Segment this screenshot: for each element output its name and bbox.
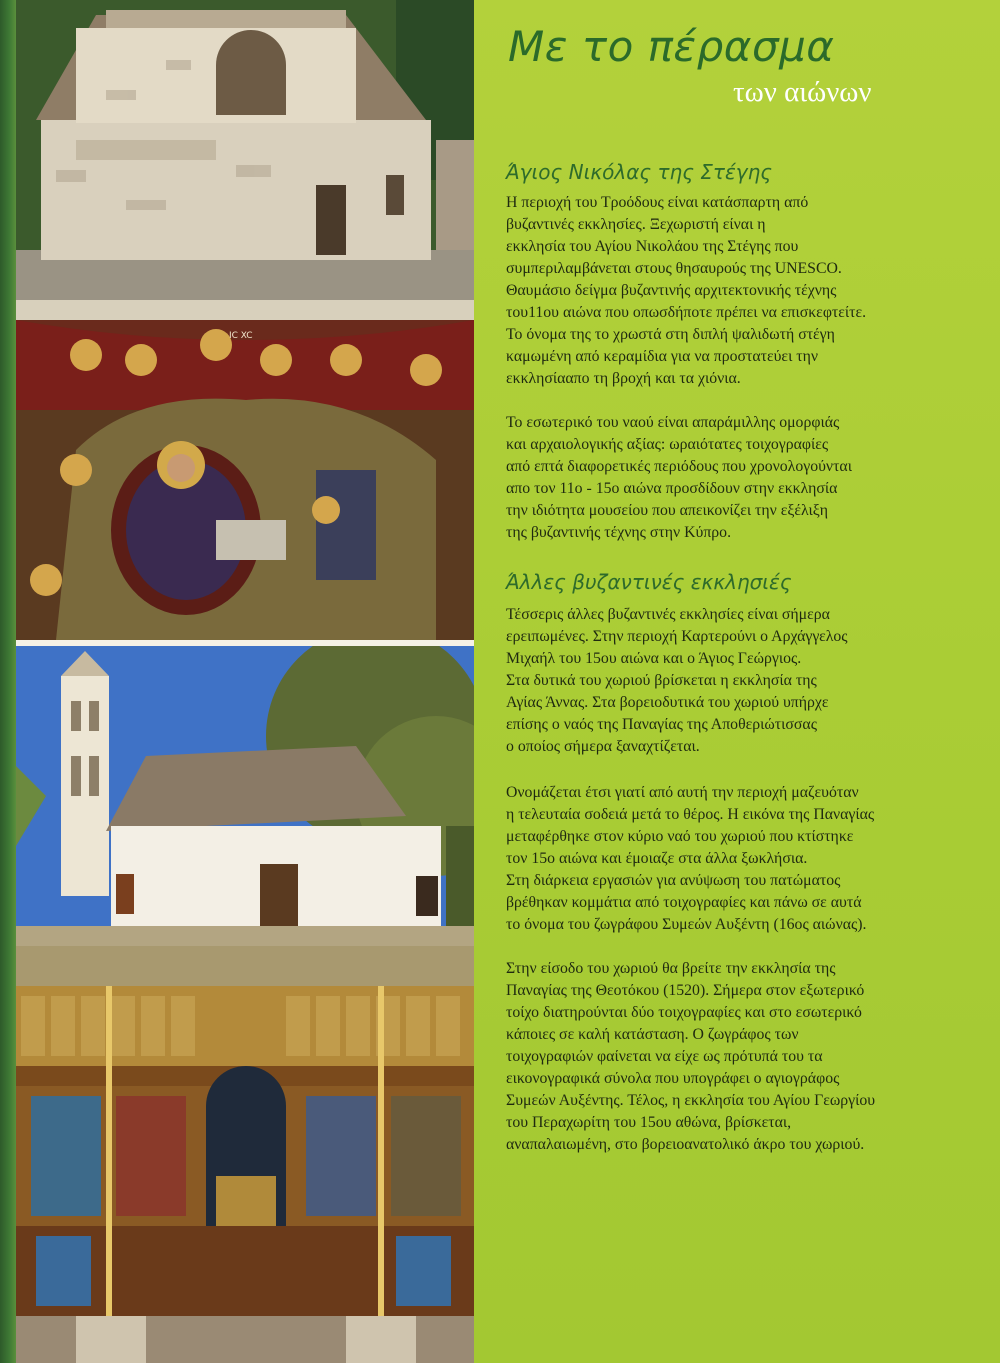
photo-nativity-fresco [16, 300, 474, 640]
paragraph: Στην είσοδο του χωριού θα βρείτε την εκκλησία της Παναγίας της Θεοτόκου (1520). Σήμερα στον εξωτερικό τοίχο διατηρούνται δύο τοιχογραφίες και στο εσωτερικό κάποιες σε καλή κατάσταση. Ο ζωγράφος των τοιχογραφιών φαίνεται να είχε ως πρότυπά του τα εικονογραφικά σύνολα που υπογράφει ο αγιογράφος Συμεών Αυξέντης. Τέλος, η εκκλησία του Αγίου Γεωργίου του Περαχωρίτη του 15ου αθώνα, βρίσκεται, αναπαλαιωμένη, στο βορειοανατολικό άκρο του χωριού. [506, 960, 876, 1153]
title-main: Με το πέρασμα [508, 22, 835, 71]
photo-white-church [16, 646, 474, 986]
paragraph: Τέσσερις άλλες βυζαντινές εκκλησίες είναι σήμερα ερειπωμένες. Στην περιοχή Καρτερούνι ο Αρχάγγελος Μιχαήλ του 15ου αιώνα και ο Άγιος Γεώργιος. Στα δυτικά του χωριού βρίσκεται η εκκλησία της Αγίας Άννας. Στα βορειοδυτικά του χωριού υπήρχε επίσης ο ναός της Παναγίας της Αποθεριώτισσας ο οποίος σήμερα ξαναχτίζεται. [506, 606, 848, 755]
page-spine [0, 0, 16, 1363]
photo-stone-church [16, 0, 474, 300]
nativity-fresco-image [16, 300, 474, 640]
paragraph: Ονομάζεται έτσι γιατί από αυτή την περιοχή μαζευόταν η τελευταία σοδειά μετά το θέρος. Η εικόνα της Παναγίας μεταφέρθηκε στον κύριο ναό του χωριού που κτίστηκε τον 15ο αιώνα και έμοιαζε στα άλλα ξωκλήσια. Στη διάρκεια εργασιών για ανύψωση του πατώματος βρέθηκαν κομμάτια από τοιχογραφίες και πάνω σε αυτά το όνομα του ζωγράφου Συμεών Αυξέντη (16ος αιώνας). [506, 784, 875, 933]
section-heading-other-churches: Άλλες βυζαντινές εκκλησιές [506, 570, 792, 594]
photo-column [16, 0, 474, 1363]
section-heading-agios-nikolas: Άγιος Νικόλας της Στέγης [506, 160, 773, 184]
stone-church-image [16, 0, 474, 300]
white-church-image [16, 646, 474, 986]
paragraph: Το εσωτερικό του ναού είναι απαράμιλλης ομορφιάς και αρχαιολογικής αξίας: ωραιότατες τοιχογραφίες από επτά διαφορετικές περιόδους που χρονολογούνται απο τον 11ο - 15ο αιώνα προσδίδουν στην εκκλησία την ιδιότητα μουσείου που απεικονίζει την εξέλιξη της βυζαντινής τέχνης στην Κύπρο. [506, 414, 852, 541]
fresco-inscription: ΙC XC [229, 331, 253, 341]
paragraph: Η περιοχή του Τροόδους είναι κατάσπαρτη από βυζαντινές εκκλησίες. Ξεχωριστή είναι η εκκλησία του Αγίου Νικολάου της Στέγης που συμπεριλαμβάνεται στους θησαυρούς της UNESCO. Θαυμάσιο δείγμα βυζαντινής αρχιτεκτονικής τέχνης του11ου αιώνα που οπωσδήποτε πρέπει να επισκεφτείτε. Το όνομα της το χρωστά στη διπλή ψαλιδωτή στέγη καμωμένη από κεραμίδια για να προστατεύει την εκκλησίααπο τη βροχή και τα χιόνια. [506, 194, 867, 387]
title-subtitle: των αιώνων [733, 76, 872, 108]
iconostasis-image [16, 986, 474, 1363]
photo-iconostasis [16, 986, 474, 1363]
